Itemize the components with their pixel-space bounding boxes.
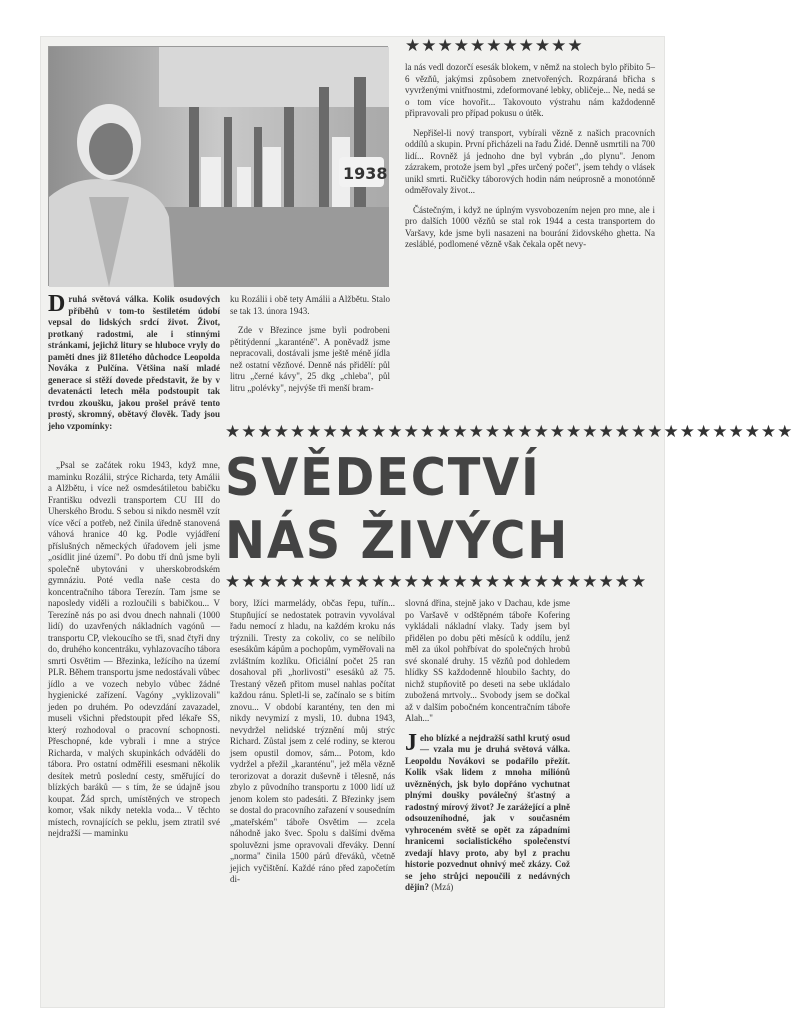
conclusion-text: eho blízké a nejdražší sathl krutý osud — vzala mu je druhá světová válka. Leopoldu Novákovi se podařilo přežít. Kolik však lidem z mnoha miliónů uvězněných, jsk bylo dopřáno vychutnat plnými doušky poválečný šťastný a radostný mírový život? Je zarážející a plně odsouzeníhodné, jak v současném vyhroceném světě se opět za západními hranicemi socialistického společenství zvedají hlavy proto, aby byl z prachu historie pozvednut ohnivý meč zkázy. Což se jeho strůjci nepoučili z nedávných dějin? xyxy=(405,732,570,892)
column-2-narrative xyxy=(230,598,395,1003)
col3-top-para-1: la nás vedl dozorčí esesák blokem, v němž na stolech bylo přibito 5–6 vězňů, jakýmsi způsobem znetvořených. Rozpáraná břicha s vyvrženými vnitřnostmi, zdeformované lebky, obličeje... Ne, nedá se o tom více hovořit... Takovouto výstrahu nám každodenně připravovali pro případ pokusu o útěk. xyxy=(405,62,655,118)
column-1-narrative xyxy=(48,460,220,1005)
col3-narrative-text: slovná dřina, stejně jako v Dachau, kde jsme po Varšavě v odštěpném táboře Kofering vykládali nákladní vlaky. Tady jsem byl přidělen po dobu pěti měsíců k oddílu, jenž měl za úkol pohřbívat do společných hrobů své skonalé druhy. 15 vězňů pod dohledem hlídky SS každodenně hloubilo šachty, do nichž stupňovitě po deseti na sebe ukládalo zubožená mrtvoly... Svobody jsem se dočkal až v dalším pobočném koncentračním táboře Alah..." xyxy=(405,598,570,723)
star-divider-headline-top: ★★★★★★★★★★★★★★★★★★★★★★★★★★★★★★★★★★★ xyxy=(225,422,793,442)
column-3-narrative xyxy=(405,598,570,1003)
conclusion-dropcap: J xyxy=(405,729,417,756)
intro-text: ruhá světová válka. Kolik osudových příběhů v tom-to šestiletém údobí vepsal do lidských srdcí život. Život, protkaný radostmi, ale i stinnými stránkami, jejichž litury se hluboce vryly do paměti dnes již 81letého důchodce Leopolda Nováka z Pulčína. Většina naší mladé generace si stěží dovede představit, že by v devatenácti letech měla podstoupit tak tvrdou zkoušku, jakou prošel právě tento prostý, skromný, obětavý člověk. Tady jsou jeho vzpomínky: xyxy=(48,294,220,431)
intro-column xyxy=(48,291,220,440)
photo-sign-number: 1938 xyxy=(343,164,388,183)
column-2-top xyxy=(230,294,390,402)
photo-image xyxy=(49,47,389,287)
col3-top-para-2: Nepřišel-li nový transport, vybírali vězně z našich pracovních oddílů a skupin. První přicházeli na řadu Židé. Denně usmrtili na 700 lidí... Rovněž já jednoho dne byl vybrán „do plynu". Jenom zázrakem, protože jsem byl „přes určený počet", jsem tehdy o vlásek unikl smrti. Ručičky táborových hodin nám neúprosně a monotónně odměřovaly život... xyxy=(405,127,655,195)
author-signature: (Mzá) xyxy=(431,882,454,892)
star-divider-headline-bottom: ★★★★★★★★★★★★★★★★★★★★★★★★★★ xyxy=(225,572,648,592)
col2-narrative-text: bory, lžíci marmelády, občas řepu, tuřín... Stupňující se nedostatek potravin vyvolával řadu nemocí z hladu, na každém kroku nás trýznili. Tresty za cokoliv, co se nelíbilo esesákům kápům a pochopům, vyměřovali na zvláštním kozlíku. Oficiální počet 25 ran dosahoval při „horlivosti" esesáků až 75. Trestaný vězeň přitom musel nahlas počítat každou ránu. Spletl-li se, začínalo se s bitím znovu... V období karantény, ten den mi nikdy nevymizí z mysli, 10. dubna 1943, nevydržel nelidské trýznění můj strýc Richard. Zůstal jsem z celé rodiny, se kterou jsem opustil domov, sám... Potom, kdo vydržel a přežil „karanténu", jež měla vězně terorizovat a dorazit duševně i tělesně, nás zbylo z původního transportu z 1000 lidí už jenom kolem sto padesáti. Z Březinky jsem se dostal do pracovního zařazení v sousedním „mateřském" táboře Osvětim — zcela náhodně jako švec. Spolu s dalšími dvěma spoluvězni jsme opravovali dřeváky. Denní „norma" činila 1500 párů dřeváků, včetně jejich vyčištění. Každé ráno před započetím di- xyxy=(230,598,395,884)
col2-top-para-2: Zde v Březince jsme byli podrobeni pětitýdenní „karanténě". A poněvadž jsme nepracovali, dostávali jsme ještě méně jídla než ostatní vězňové. Denně nás přidělí: půl litru „černé kávy", 25 dkg „chleba", půl litru „polévky", nejvýše tři menší bram- xyxy=(230,325,390,393)
headline-line-1: SVĚDECTVÍ xyxy=(225,448,541,508)
col3-top-para-3: Částečným, i když ne úplným vysvobozením nejen pro mne, ale i pro dalších 1000 vězňů se stal rok 1944 a cesta transportem do Varšavy, kde jsme byli nasazeni na bourání židovského ghetta. Na zesláblé, podlomené vězně však čekala opět nevy- xyxy=(405,204,655,249)
column-3-top xyxy=(405,62,655,259)
col1-narrative-text: „Psal se začátek roku 1943, když mne, maminku Rozálii, strýce Richarda, tety Amálii a Alžbětu, i více než osmdesátiletou babičku Františku odvezli transportem CU III do Uherského Brodu. S sebou si nikdo nesměl vzít více věcí a potřeb, než činila úředně stanovená váhová hranice 40 kg. Podle vyjádření příslušných německých úřadovem jeli jsme „osídlit jiné území". Po dobu tří dnů jsme byli společně ubytováni v uherskobrodském gymnáziu. Poté vedla naše cesta do koncentračního tábora Terezín. Tam jsme se naposledy viděli a rozloučili s babičkou... V Terezíně nás po asi dvou dnech nahnali (1000 lidí) do uzavřených nákladních vagónů — transportu CP, vlekoucího se tři, snad čtyři dny do, druhého koncentráku, vyhlazovacího tábora smrti Osvětim — Březinka, ležícího na území PLR. Během transportu jsme nedostávali vůbec jídlo a ve vozech nebylo vůbec žádné hygienické zařízení. Vagóny „vyklizovali" jeden po druhém. Po odevzdání zavazadel, museli všichni předstoupit před lékaře SS, který rozhodoval o pracovní schopnosti. Přeschopné, kde vybrali i mne a strýce Richarda, v malých skupinkách odváděli do tábora. Pro ostatní odměřili esesmani několik desítek metrů poslední cesty, směřující do blízkých baráků — s tím, že se údajně jsou koupat. Žád sprch, umístěných ve stropech komor, však nikdy netekla voda... V těchto místech, rovnajících se peklu, jsem ztratil své nejdražší — maminku xyxy=(48,460,220,838)
headline-line-2: NÁS ŽIVÝCH xyxy=(225,511,570,571)
article-photo xyxy=(48,46,388,286)
col2-top-para-1: ku Rozálii i obě tety Amálii a Alžbětu. Stalo se tak 13. února 1943. xyxy=(230,294,390,316)
star-divider-top: ★★★★★★★★★★★ xyxy=(405,36,584,56)
intro-dropcap: D xyxy=(48,291,66,317)
newspaper-clipping xyxy=(40,36,793,1008)
